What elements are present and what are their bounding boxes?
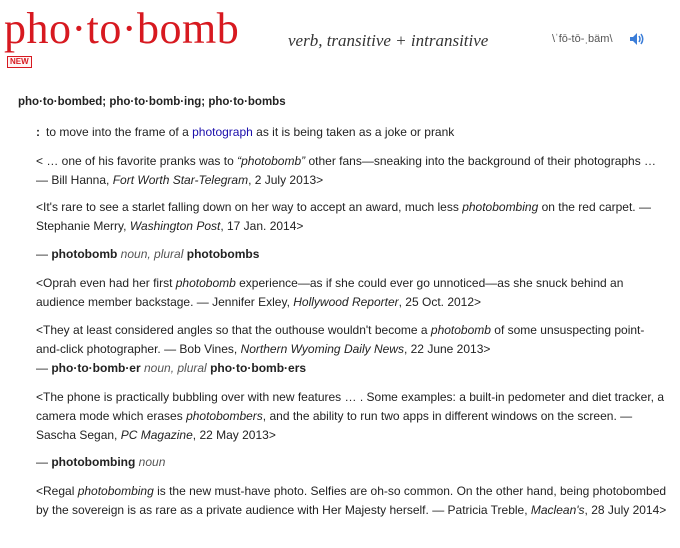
example-source: Northern Wyoming Daily News xyxy=(240,342,404,356)
example-sentence xyxy=(36,482,668,520)
example-text: , 17 Jan. 2014> xyxy=(220,219,304,233)
part-of-speech: verb, transitive + intransitive xyxy=(288,31,489,50)
example-text: <Regal xyxy=(36,484,78,498)
example-text: , and the ability to run two apps in different windows on the screen. — Sascha Segan, xyxy=(36,409,633,442)
run-on-word: photobombing xyxy=(51,455,136,469)
run-on-dash: — xyxy=(36,361,48,375)
run-on-entry xyxy=(36,245,668,264)
run-on-word: photobomb xyxy=(51,247,118,261)
example-text: <It's rare to see a starlet falling down on her way to accept an award, much less xyxy=(36,200,463,214)
example-text: , 28 July 2014> xyxy=(584,503,667,517)
example-text: <They at least considered angles so that the outhouse wouldn't become a xyxy=(36,323,431,337)
example-sentence xyxy=(36,321,668,359)
example-text: <Oprah even had her first xyxy=(36,276,176,290)
headword: pho·to·bomb xyxy=(4,4,240,53)
example-text: , 22 June 2013> xyxy=(403,342,491,356)
example-italic: photobomb xyxy=(430,323,491,337)
run-on-plural: pho·to·bomb·ers xyxy=(210,361,307,375)
example-sentence xyxy=(36,388,668,445)
example-source: Washington Post xyxy=(129,219,221,233)
example-source: Hollywood Reporter xyxy=(293,295,399,309)
inflected-forms: pho·to·bombed; pho·to·bomb·ing; pho·to·bombs xyxy=(18,96,286,108)
example-italic: photobombers xyxy=(186,409,263,423)
example-text: experience—as if she could ever go unnoticed—as she snuck behind an audience member backstage. — Jennifer Exley, xyxy=(36,276,624,309)
definition-text-after: as it is being taken as a joke or prank xyxy=(256,125,455,139)
example-italic: “photobomb” xyxy=(237,154,306,168)
example-text: on the red carpet. — Stephanie Merry, xyxy=(36,200,651,233)
run-on-dash: — xyxy=(36,455,48,469)
example-text: < … one of his favorite pranks was to xyxy=(36,154,238,168)
example-source: Fort Worth Star-Telegram xyxy=(112,173,249,187)
example-text: of some unsuspecting point-and-click photographer. — Bob Vines, xyxy=(36,323,645,356)
run-on-label: noun, plural xyxy=(120,247,184,261)
example-text: is the new must-have photo. Selfies are oh-so common. On the other hand, being photobombed by the sovereign is as rare as a private audience with Her Majesty herself. — Patricia Treble, xyxy=(36,484,667,517)
definition xyxy=(36,123,668,142)
example-sentence xyxy=(36,152,668,190)
photograph-link[interactable]: photograph xyxy=(192,125,253,139)
run-on-entry xyxy=(36,453,668,472)
example-text: , 25 Oct. 2012> xyxy=(398,295,482,309)
definition-colon: : xyxy=(36,125,40,139)
definition-text-before: to move into the frame of a xyxy=(46,125,189,139)
example-italic: photobombing xyxy=(462,200,539,214)
example-source: Maclean's xyxy=(530,503,585,517)
example-sentence xyxy=(36,274,668,312)
new-badge: NEW xyxy=(7,56,32,68)
example-italic: photobomb xyxy=(175,276,236,290)
example-italic: photobombing xyxy=(77,484,154,498)
run-on-label: noun xyxy=(138,455,166,469)
pronunciation: \ˈfō-tō-ˌbäm\ xyxy=(552,33,613,45)
run-on-word: pho·to·bomb·er xyxy=(51,361,141,375)
example-text: other fans—sneaking into the background of their photographs … — Bill Hanna, xyxy=(36,154,657,187)
run-on-entry xyxy=(36,359,668,378)
example-sentence xyxy=(36,198,668,236)
example-text: , 2 July 2013> xyxy=(248,173,324,187)
run-on-plural: photobombs xyxy=(186,247,260,261)
speaker-icon[interactable] xyxy=(628,31,646,47)
example-text: <The phone is practically bubbling over with new features … . Some examples: a built-in pedometer and diet tracker, a camera mode which erases xyxy=(36,390,665,423)
example-text: , 22 May 2013> xyxy=(192,428,276,442)
run-on-dash: — xyxy=(36,247,48,261)
example-source: PC Magazine xyxy=(120,428,193,442)
run-on-label: noun, plural xyxy=(144,361,207,375)
